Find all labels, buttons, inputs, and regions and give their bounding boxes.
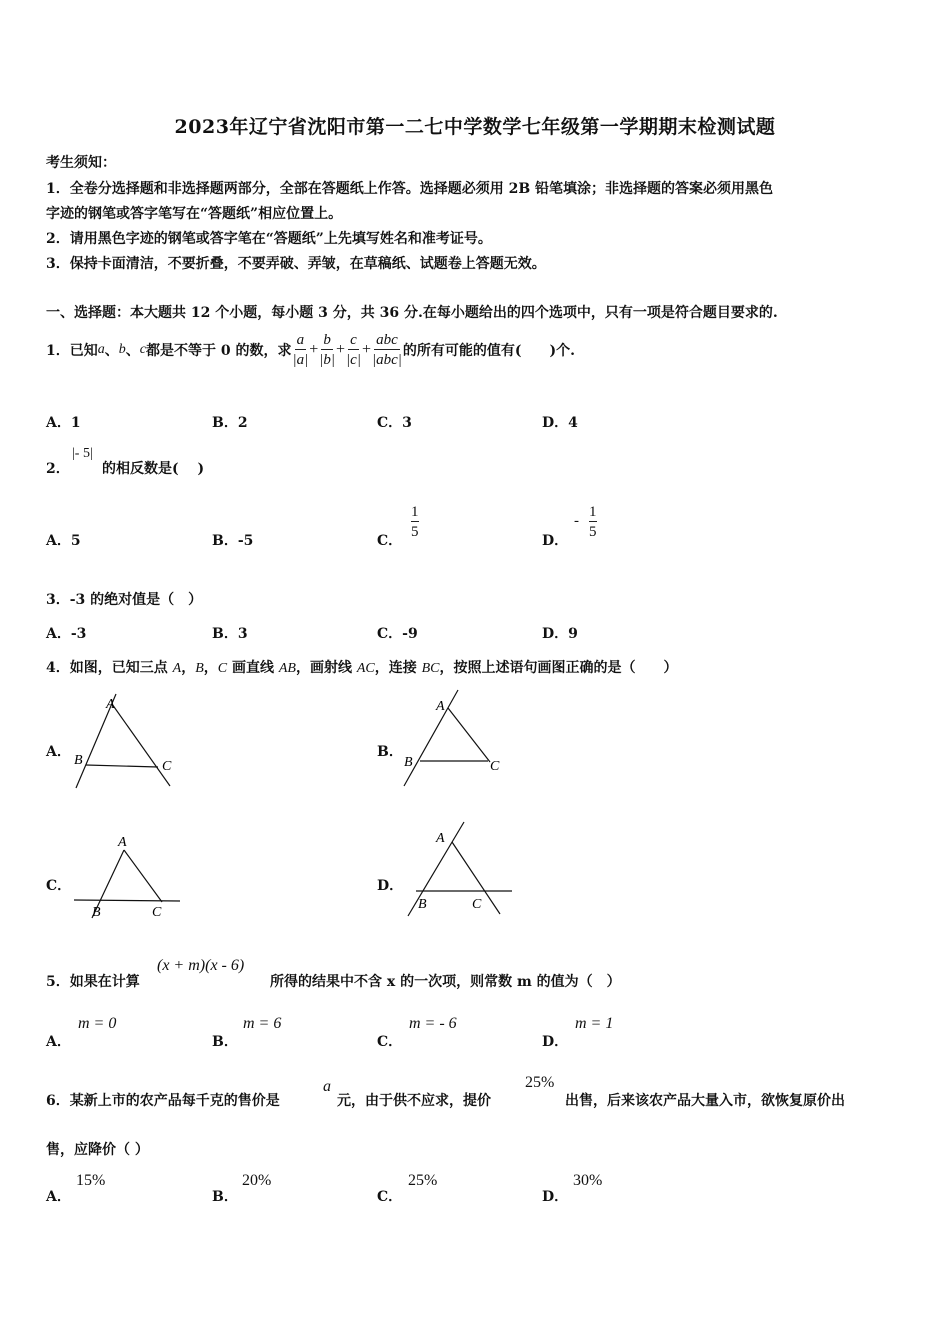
q2-option-d-label: D． (542, 533, 569, 549)
page-title: 2023年辽宁省沈阳市第一二七中学数学七年级第一学期期末检测试题 (174, 116, 776, 138)
q6-option-a-value: 15% (76, 1172, 106, 1189)
q1-fraction-b (319, 332, 335, 368)
point-b-label: B (92, 905, 101, 920)
point-c-label: C (472, 897, 482, 912)
q1-option-b (212, 412, 248, 432)
q4-point: C (217, 661, 228, 676)
q1-fraction-a (292, 332, 308, 368)
q6-option-a-label: A． (46, 1189, 71, 1205)
q4-text: 画直线 (227, 660, 279, 676)
fraction-denominator: 5 (589, 521, 597, 540)
option-label: B． (212, 626, 238, 642)
point-b-label: B (418, 897, 427, 912)
q6-text-line2: 售，应降价（ ） (46, 1142, 149, 1158)
line-bc (74, 900, 180, 901)
q2-option-b (212, 530, 253, 550)
option-label: B． (212, 533, 238, 549)
q3-option-a (46, 623, 86, 643)
q2-number: 2． (46, 461, 70, 477)
q1-var-c: c (139, 342, 146, 357)
q5-option-b-label: B． (212, 1034, 238, 1050)
q4-text: ，画射线 (295, 660, 357, 676)
option-value: -9 (402, 626, 418, 642)
option-label: D． (542, 626, 569, 642)
option-value: 9 (568, 626, 578, 642)
point-c-label: C (162, 759, 172, 774)
q1-suffix: 的所有可能的值有( )个. (402, 343, 575, 359)
option-label: A． (46, 533, 71, 549)
q4-option-c-label: C． (46, 878, 72, 894)
q6-option-b-value: 20% (242, 1172, 272, 1189)
q5-option-c-label: C． (377, 1034, 403, 1050)
q3-option-d (542, 623, 578, 643)
option-value: -3 (70, 626, 87, 642)
q6-option-b-label: B． (212, 1189, 238, 1205)
q4-diagram-d (400, 818, 520, 922)
q5-option-a-label: A． (46, 1034, 71, 1050)
option-value: 5 (70, 533, 81, 549)
plus-sign: + (361, 341, 371, 358)
q4-text: ， (181, 660, 196, 676)
notice-item-1-cont: 字迹的钢笔或答字笔写在“答题纸”相应位置上。 (46, 206, 343, 222)
q5-option-d-value: m = 1 (575, 1015, 614, 1032)
q4-point: B (195, 661, 204, 676)
q2-option-c-label: C． (377, 533, 403, 549)
q5-option-d-label: D． (542, 1034, 569, 1050)
q4-point: A (172, 661, 182, 676)
q1-var-b: b (118, 342, 126, 357)
q1-prefix: 1．已知 (46, 343, 98, 359)
point-a-label: A (436, 699, 445, 714)
option-value: 4 (568, 415, 578, 431)
q1-fraction-b-den: |b| (319, 352, 335, 368)
question-1 (46, 326, 575, 374)
fraction-numerator: 1 (589, 504, 597, 520)
q5-text: 所得的结果中不含 x 的一次项，则常数 m 的值为（ ） (270, 974, 621, 990)
option-value: 1 (70, 415, 81, 431)
point-b-label: B (404, 755, 413, 770)
q6-prefix: 6．某新上市的农产品每千克的售价是 (46, 1093, 280, 1109)
option-label: A． (46, 415, 71, 431)
q2-option-c-fraction (409, 504, 421, 540)
q1-fraction-abc (372, 332, 402, 368)
q4-diagram-c (70, 832, 190, 924)
q4-option-b-label: B． (377, 744, 403, 760)
q4-ray: AC (356, 661, 375, 676)
q6-mid-text: 元，由于供不应求，提价 (337, 1093, 491, 1109)
q2-option-d-sign: - (574, 513, 579, 529)
q4-line: AB (278, 661, 296, 676)
segment-ac (448, 708, 490, 762)
q4-segment: BC (421, 661, 440, 676)
q4-text: 4．如图，已知三点 (46, 660, 173, 676)
q1-fraction-abc-den: |abc| (371, 352, 402, 368)
q6-option-c-value: 25% (408, 1172, 438, 1189)
q3-option-c (377, 623, 418, 643)
notice-item-2: 2．请用黑色字迹的钢笔或答字笔在“答题纸”上先填写姓名和准考证号。 (46, 231, 492, 247)
section-heading: 一、选择题：本大题共 12 个小题，每小题 3 分，共 36 分.在每小题给出的四个选项中，只有一项是符合题目要求的. (46, 305, 778, 321)
segment-bc (86, 765, 158, 767)
option-value: 3 (237, 626, 248, 642)
q5-option-c-value: m = - 6 (409, 1015, 457, 1032)
q6-var: a (323, 1078, 331, 1095)
q2-expression: |- 5| (72, 446, 93, 461)
q6-percent: 25% (525, 1074, 555, 1091)
option-label: C． (377, 415, 403, 431)
q4-option-a-label: A． (46, 744, 71, 760)
q1-option-d (542, 412, 578, 432)
q1-fraction-c-num: c (350, 332, 357, 348)
q4-diagram-b (398, 688, 518, 790)
option-value: 3 (402, 415, 412, 431)
q5-option-a-value: m = 0 (78, 1015, 117, 1032)
option-value: 2 (237, 415, 248, 431)
point-a-label: A (436, 831, 445, 846)
q4-option-d-label: D． (377, 878, 404, 894)
fraction-numerator: 1 (411, 504, 419, 520)
ray-ba (404, 690, 458, 786)
q6-option-d-label: D． (542, 1189, 569, 1205)
q1-fraction-a-num: a (296, 332, 305, 348)
option-label: A． (46, 626, 71, 642)
q1-fraction-a-den: |a| (292, 352, 309, 368)
q2-option-a (46, 530, 81, 550)
q4-text: ， (203, 660, 218, 676)
q6-text: 出售，后来该农产品大量入市，欲恢复原价出 (565, 1093, 845, 1109)
point-b-label: B (74, 753, 83, 768)
segment-ac (124, 850, 162, 902)
fraction-denominator: 5 (411, 521, 419, 540)
option-label: C． (377, 626, 403, 642)
plus-sign: + (309, 341, 319, 358)
plus-sign: + (336, 341, 346, 358)
point-c-label: C (152, 905, 162, 920)
q5-option-b-value: m = 6 (243, 1015, 282, 1032)
q1-var-a: a (97, 342, 105, 357)
question-3: 3．-3 的绝对值是（ ） (46, 592, 203, 608)
q2-option-d-fraction (587, 504, 599, 540)
q4-text: ，按照上述语句画图正确的是（ ） (439, 660, 678, 676)
q5-prefix: 5．如果在计算 (46, 974, 140, 990)
option-value: -5 (237, 533, 254, 549)
q5-expression: (x + m)(x - 6) (157, 957, 245, 974)
point-a-label: A (118, 835, 127, 850)
question-4 (46, 657, 677, 677)
notice-item-1: 1．全卷分选择题和非选择题两部分，全部在答题纸上作答。选择题必须用 2B 铅笔填涂；非选择题的答案必须用黑色 (46, 181, 774, 197)
q6-option-d-value: 30% (573, 1172, 603, 1189)
option-label: B． (212, 415, 238, 431)
q2-text: 的相反数是( ) (102, 461, 205, 477)
q3-option-b (212, 623, 248, 643)
q6-option-c-label: C． (377, 1189, 403, 1205)
option-label: D． (542, 415, 569, 431)
q1-fraction-b-num: b (323, 332, 331, 348)
point-a-label: A (106, 697, 115, 712)
point-c-label: C (490, 759, 500, 774)
q1-sep: 、 (125, 343, 140, 359)
q1-option-c (377, 412, 412, 432)
q1-fraction-abc-num: abc (376, 332, 398, 348)
q1-sep: 、 (104, 343, 119, 359)
notice-heading: 考生须知： (46, 155, 116, 171)
q1-fraction-c (346, 332, 361, 368)
q1-option-a (46, 412, 81, 432)
q1-fraction-c-den: |c| (346, 352, 361, 368)
q1-mid-text: 都是不等于 0 的数，求 (145, 343, 292, 359)
q4-diagram-a (68, 690, 188, 792)
q4-text: ，连接 (374, 660, 422, 676)
notice-item-3: 3．保持卡面清洁，不要折叠，不要弄破、弄皱，在草稿纸、试题卷上答题无效。 (46, 256, 546, 272)
